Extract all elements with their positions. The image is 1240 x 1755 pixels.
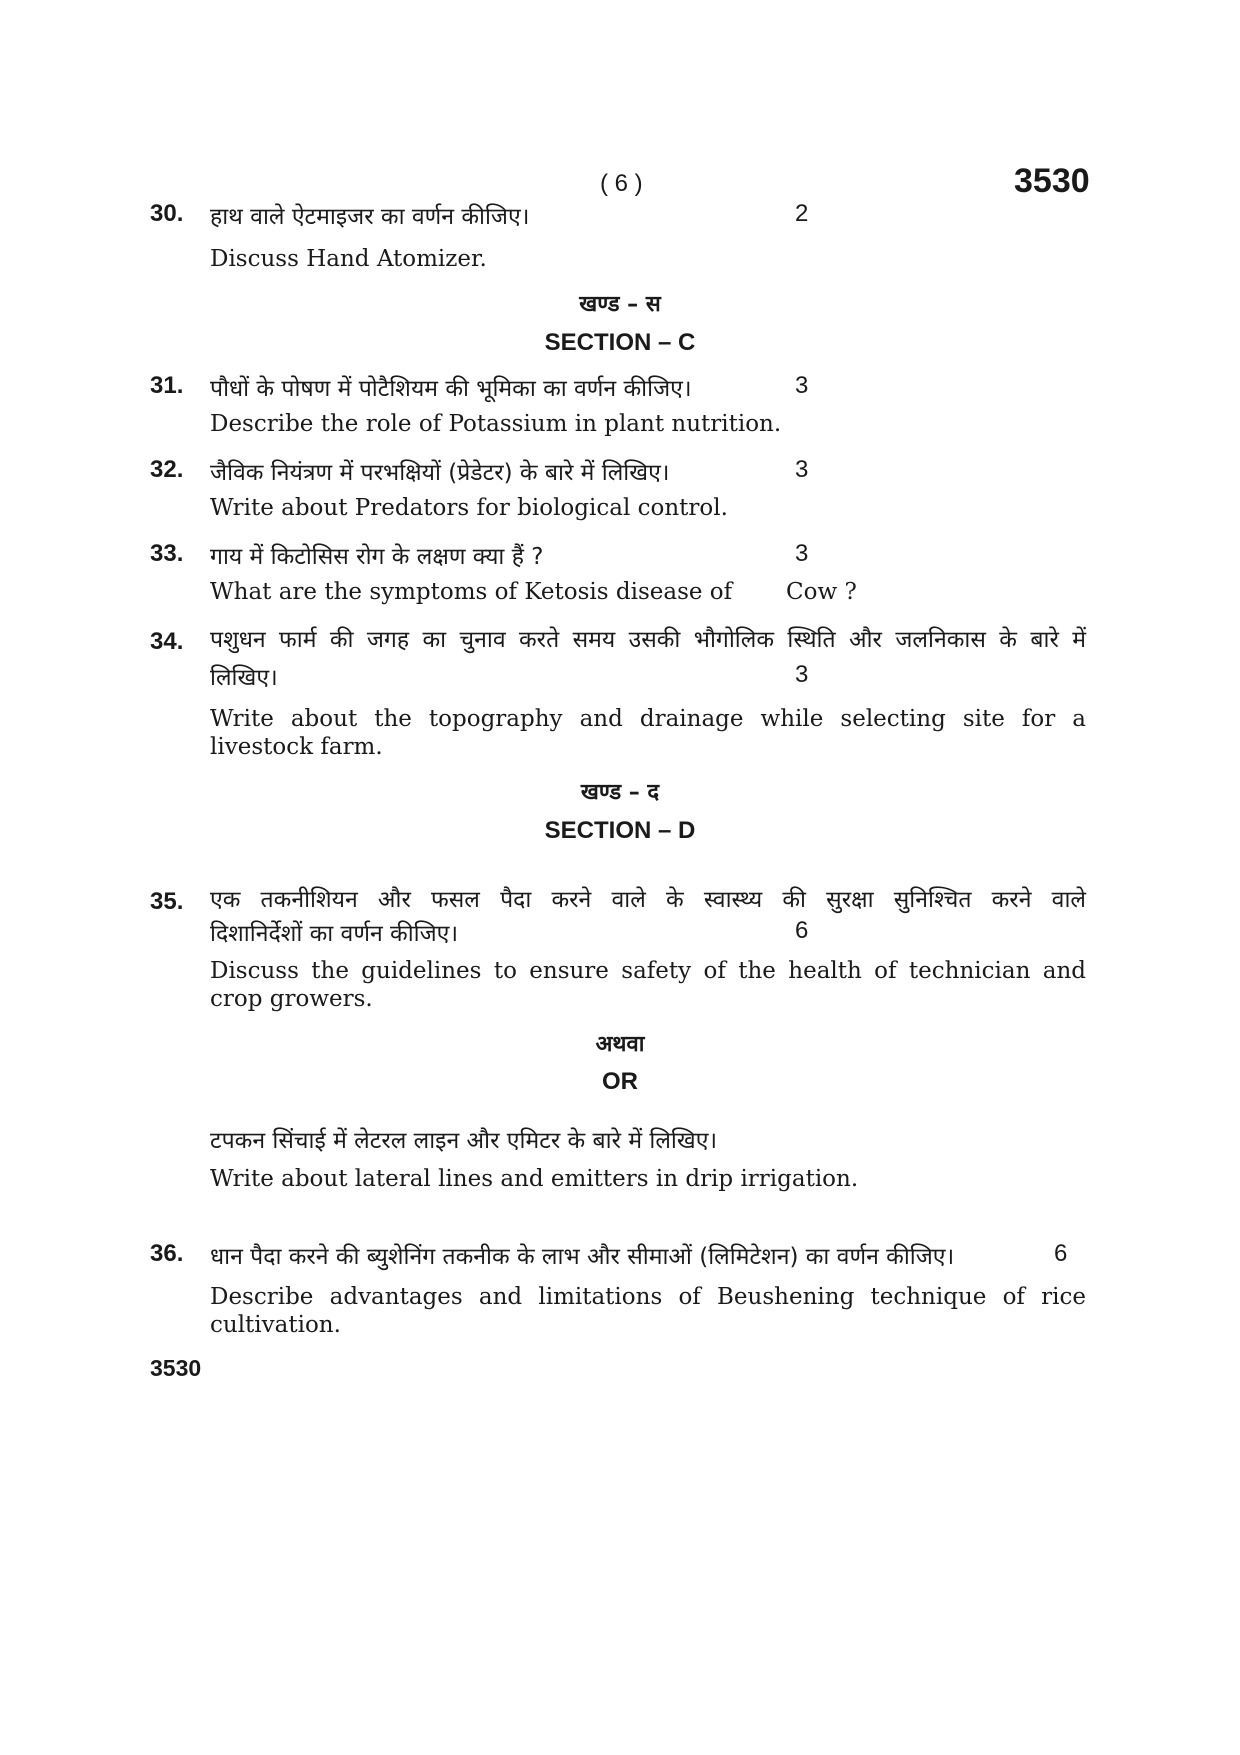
or-english: OR [602,1068,638,1095]
question-34-hindi-line2: लिखिए। [210,665,278,691]
question-32-marks: 3 [795,456,809,483]
question-32-english: Write about Predators for biological control. [210,495,728,521]
question-33-english: What are the symptoms of Ketosis disease of [210,579,733,605]
question-33-hindi: गाय में किटोसिस रोग के लक्षण क्या हैं ? [210,544,544,570]
question-35-marks: 6 [795,917,809,944]
question-31-hindi: पौधों के पोषण में पोटैशियम की भूमिका का वर्णन कीजिए। [210,376,692,402]
question-34-english-line2: livestock farm. [210,734,383,760]
question-35-hindi-line1: एक तकनीशियन और फसल पैदा करने वाले के स्वास्थ्य की सुरक्षा सुनिश्चित करने वाले [210,887,1086,913]
question-30-marks: 2 [795,200,809,227]
question-30-hindi: हाथ वाले ऐटमाइजर का वर्णन कीजिए। [210,204,530,230]
question-30-number: 30. [150,200,184,227]
question-36-number: 36. [150,1240,184,1267]
section-c-title: SECTION – C [544,329,696,356]
page-number: ( 6 ) [600,170,643,197]
question-31-number: 31. [150,372,184,399]
question-35-english-line2: crop growers. [210,986,373,1012]
question-35-alt-english: Write about lateral lines and emitters in drip irrigation. [210,1166,859,1192]
question-33-number: 33. [150,540,184,567]
question-34-hindi-line1: पशुधन फार्म की जगह का चुनाव करते समय उसकी भौगोलिक स्थिति और जलनिकास के बारे में [210,627,1086,653]
question-30-english: Discuss Hand Atomizer. [210,246,487,272]
section-d-title: SECTION – D [544,817,696,844]
question-36-english-line2: cultivation. [210,1312,341,1338]
question-35-english-line1: Discuss the guidelines to ensure safety of the health of technician and [210,958,1086,984]
question-33-marks: 3 [795,540,809,567]
section-c-hindi: खण्ड – स [579,292,661,317]
question-32-number: 32. [150,456,184,483]
question-31-english: Describe the role of Potassium in plant nutrition. [210,411,782,437]
question-34-number: 34. [150,628,184,655]
question-35-alt-hindi: टपकन सिंचाई में लेटरल लाइन और एमिटर के बारे में लिखिए। [210,1128,718,1154]
question-35-number: 35. [150,888,184,915]
paper-code-top: 3530 [1014,162,1090,200]
question-36-english-line1: Describe advantages and limitations of Beushening technique of rice [210,1284,1086,1310]
or-hindi: अथवा [595,1032,645,1057]
question-36-marks: 6 [1054,1240,1068,1267]
question-31-marks: 3 [795,372,809,399]
question-32-hindi: जैविक नियंत्रण में परभक्षियों (प्रेडेटर) के बारे में लिखिए। [210,460,670,486]
question-35-hindi-line2: दिशानिर्देशों का वर्णन कीजिए। [210,921,459,947]
question-36-hindi: धान पैदा करने की ब्युशेनिंग तकनीक के लाभ और सीमाओं (लिमिटेशन) का वर्णन कीजिए। [210,1244,955,1270]
question-34-marks: 3 [795,661,809,688]
paper-code-bottom: 3530 [150,1355,202,1381]
section-d-hindi: खण्ड – द [580,780,660,805]
question-33-english-tail: Cow ? [786,579,857,605]
question-34-english-line1: Write about the topography and drainage while selecting site for a [210,706,1086,732]
